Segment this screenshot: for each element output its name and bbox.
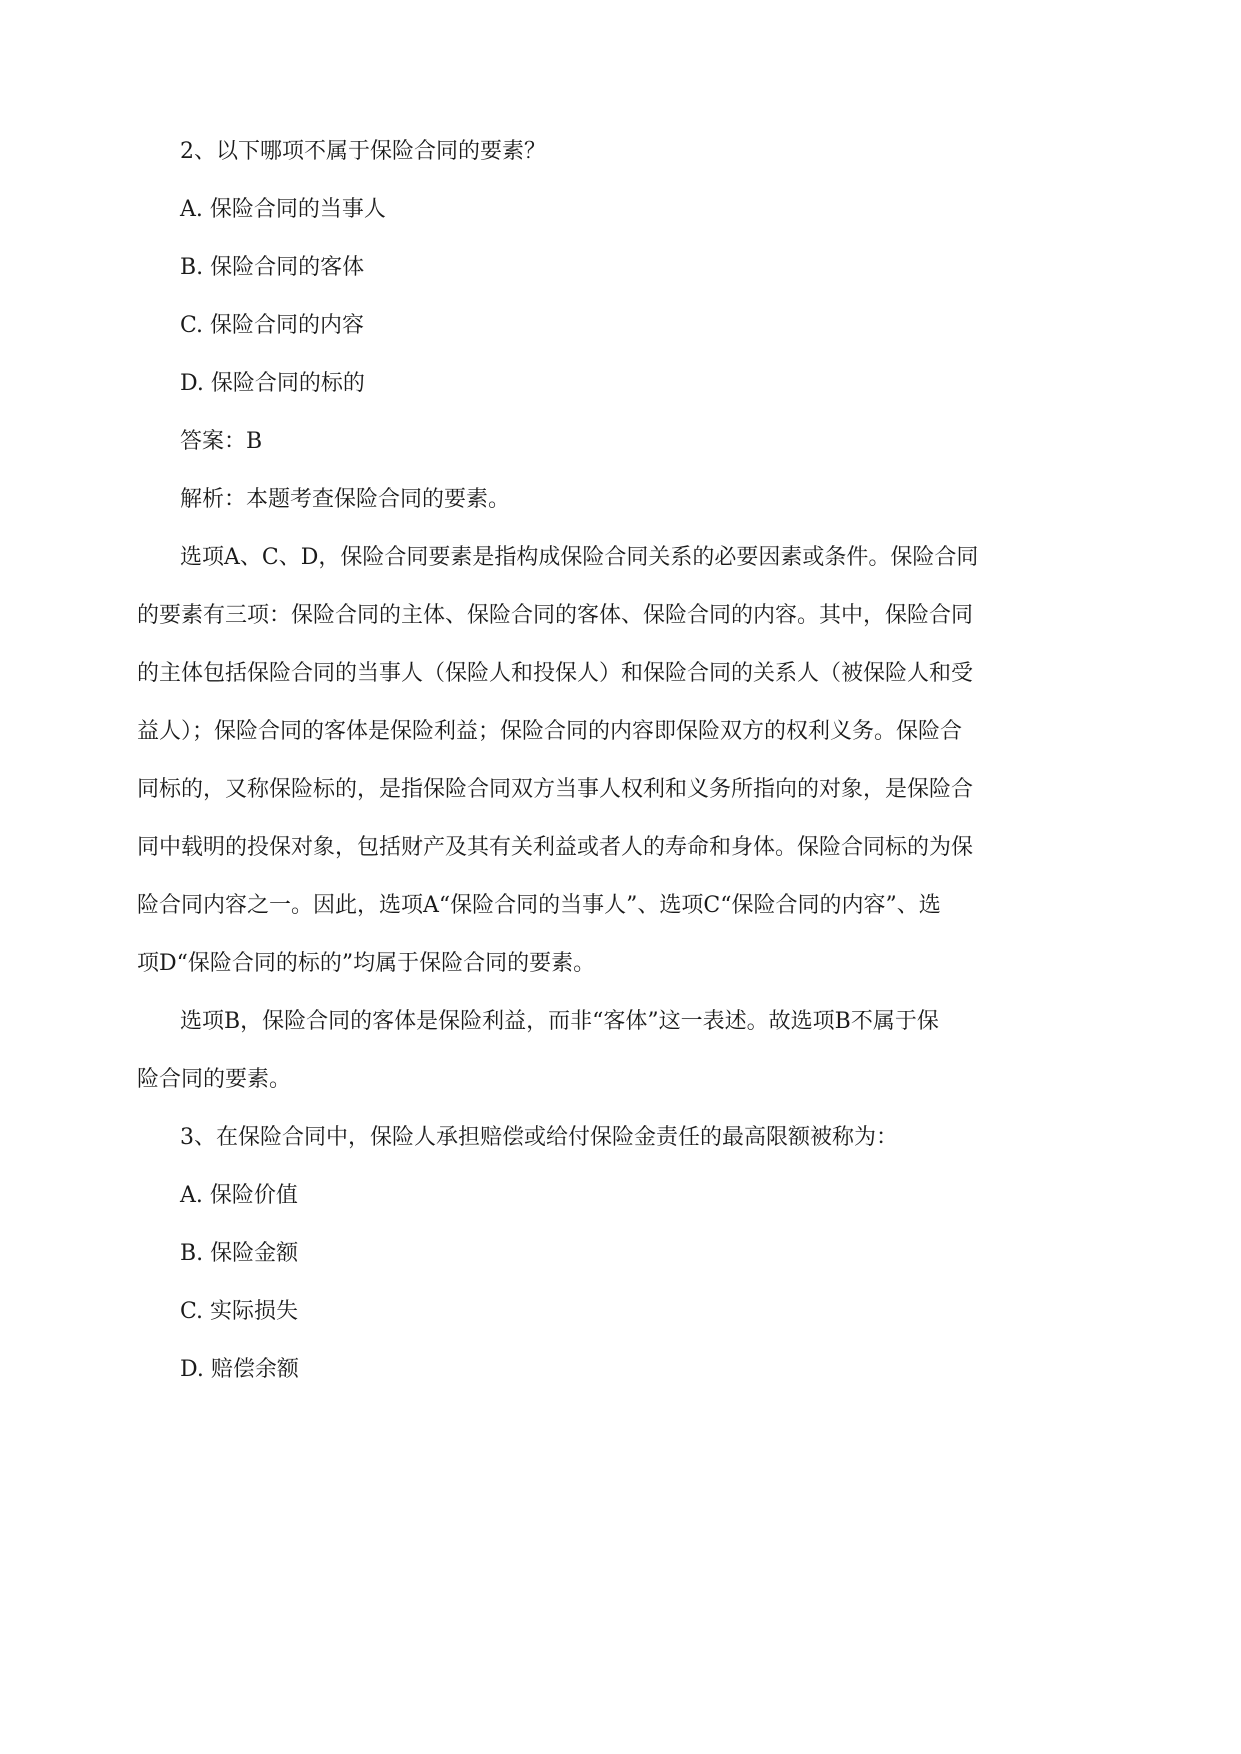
analysis-paragraph-2 xyxy=(137,993,977,1109)
question-3-option-d: D. 赔偿余额 xyxy=(180,1357,299,1382)
paragraph-line: 险合同内容之一。因此，选项A“保险合同的当事人”、选项C“保险合同的内容”、选 xyxy=(137,893,941,918)
question-2-option-b: B. 保险合同的客体 xyxy=(180,255,365,280)
question-2-option-a: A. 保险合同的当事人 xyxy=(180,197,386,222)
question-3-stem: 3、在保险合同中，保险人承担赔偿或给付保险金责任的最高限额被称为： xyxy=(180,1125,898,1150)
question-2-answer: 答案：B xyxy=(180,429,263,454)
paragraph-line: 选项A、C、D，保险合同要素是指构成保险合同关系的必要因素或条件。保险合同 xyxy=(180,545,979,570)
paragraph-line: 的主体包括保险合同的当事人（保险人和投保人）和保险合同的关系人（被保险人和受 xyxy=(137,661,974,686)
question-3-option-a: A. 保险价值 xyxy=(180,1183,298,1208)
question-2-analysis-title: 解析：本题考查保险合同的要素。 xyxy=(180,487,511,512)
question-2-option-c: C. 保险合同的内容 xyxy=(180,313,365,338)
document-page xyxy=(137,123,977,1399)
question-3-option-c: C. 实际损失 xyxy=(180,1299,299,1324)
paragraph-line: 险合同的要素。 xyxy=(137,1067,292,1092)
paragraph-line: 的要素有三项：保险合同的主体、保险合同的客体、保险合同的内容。其中，保险合同 xyxy=(137,603,974,628)
question-3-option-b: B. 保险金额 xyxy=(180,1241,299,1266)
analysis-paragraph-1 xyxy=(137,529,977,993)
paragraph-line: 同中载明的投保对象，包括财产及其有关利益或者人的寿命和身体。保险合同标的为保 xyxy=(137,835,974,860)
paragraph-line: 同标的，又称保险标的，是指保险合同双方当事人权利和义务所指向的对象，是保险合 xyxy=(137,777,974,802)
paragraph-line: 项D“保险合同的标的”均属于保险合同的要素。 xyxy=(137,951,596,976)
question-2-stem: 2、以下哪项不属于保险合同的要素？ xyxy=(180,139,546,164)
paragraph-line: 选项B，保险合同的客体是保险利益，而非“客体”这一表述。故选项B不属于保 xyxy=(180,1009,939,1034)
paragraph-line: 益人）；保险合同的客体是保险利益；保险合同的内容即保险双方的权利义务。保险合 xyxy=(137,719,963,744)
question-2-option-d: D. 保险合同的标的 xyxy=(180,371,365,396)
